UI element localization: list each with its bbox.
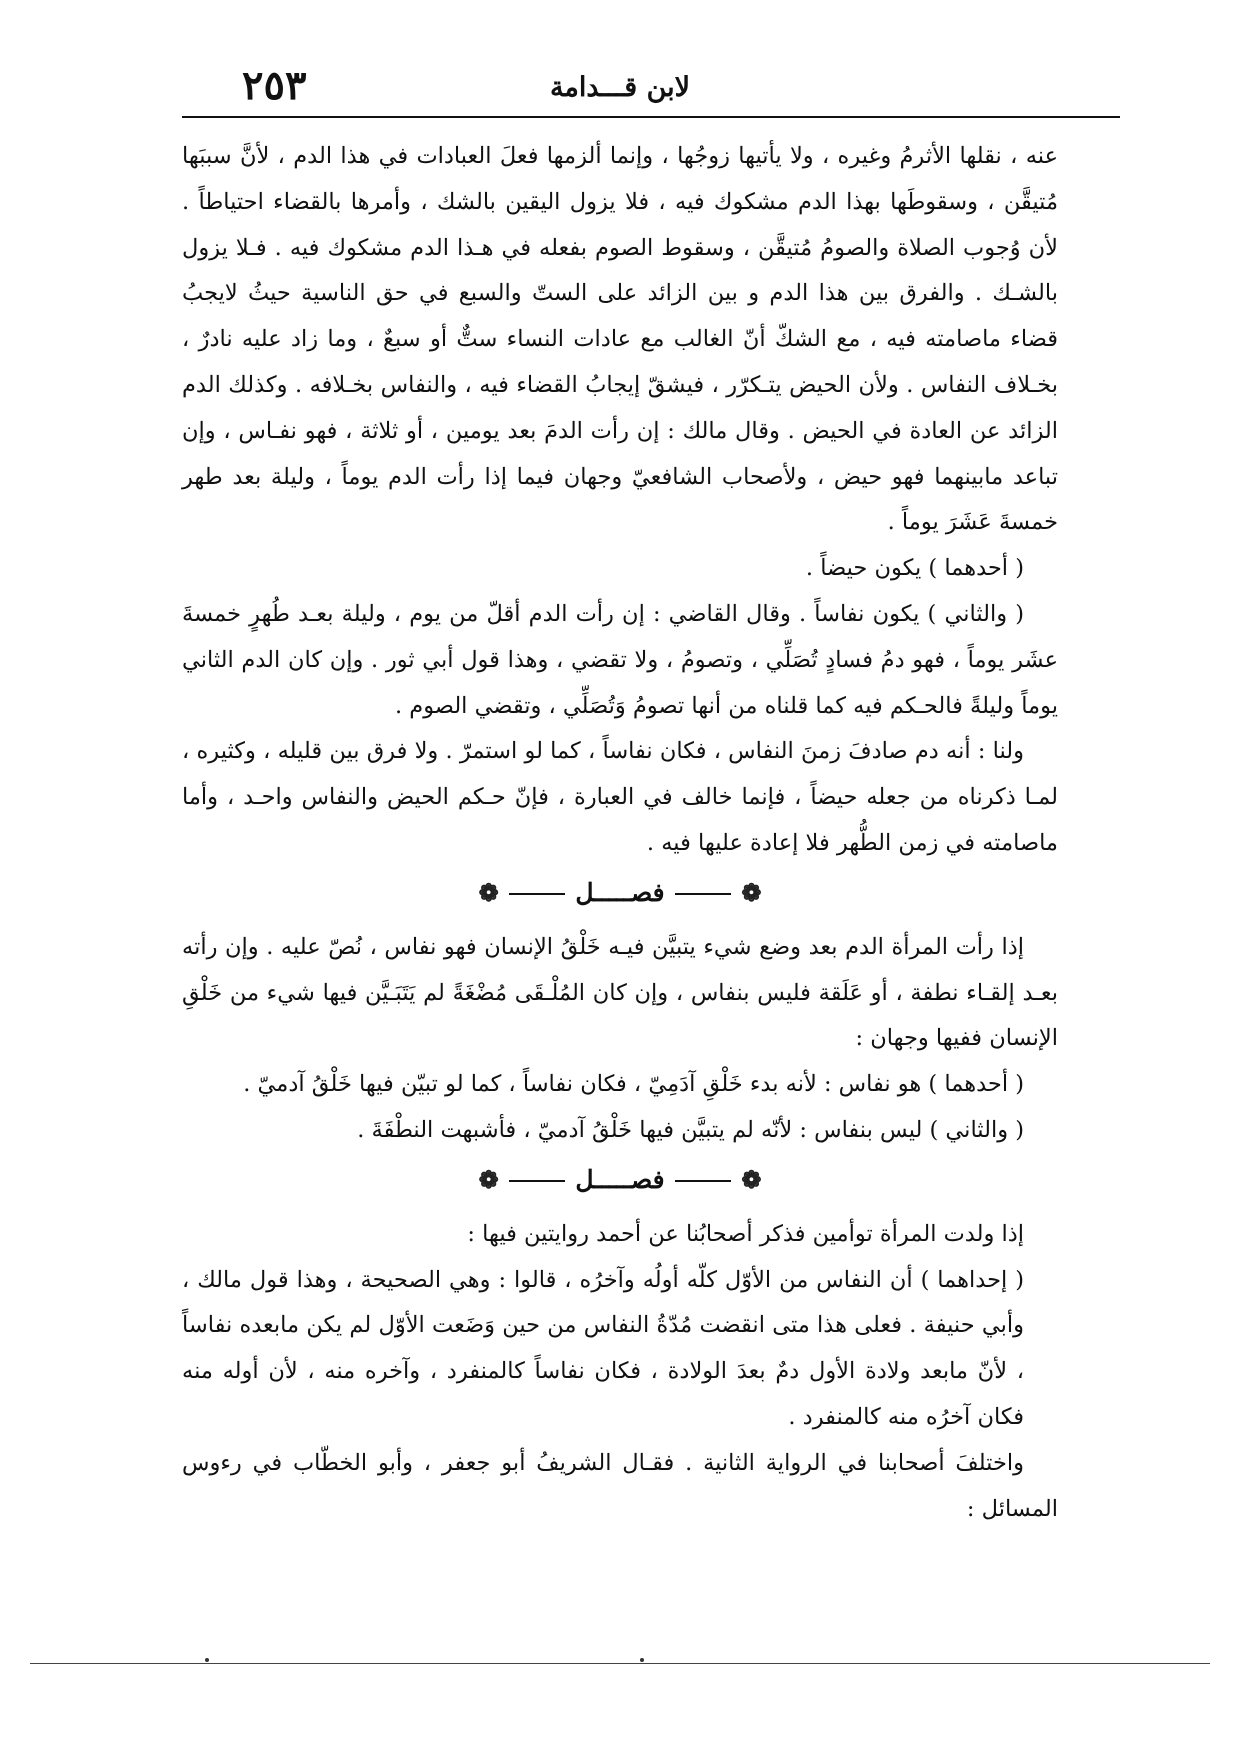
opinion-one: ( أحدهما ) يكون حيضاً . xyxy=(805,555,1024,582)
section-title: فصـــــل xyxy=(575,1164,665,1194)
opinion-two: ( والثاني ) يكون نفاساً . وقال القاضي : إن رأت الدم أقلّ من يوم ، وليلة بعـد طُهرٍ خمسةَ عشَر يوماً ، فهو دمُ فسادٍ تُصَلِّي ، وتصومُ ، ولا تقضي ، وهذا قول أبي ثور . وإن كان الدم الثاني يوماً وليلةً فالحـكم فيه كما قلناه من أنها تصومُ وَتُصَلِّي ، وتقضي الصوم . xyxy=(182,600,1058,719)
paragraph-continuation: عنه ، نقلها الأثرمُ وغيره ، ولا يأتيها زوجُها ، وإنما ألزمها فعلَ العبادات في هذا الدم ، لأنَّ سببَها مُتيقَّن ، وسقوطَها بهذا الدم مشكوك فيه ، فلا يزول اليقين بالشك ، وأمرها بالقضاء احتياطاً . لأن وُجوب الصلاة والصومُ مُتيقَّن ، وسقوط الصوم بفعله في هـذا الدم مشكوك فيه . فـلا يزول بالشـك . والفرق بين هذا الدم و بين الزائد على الستّ والسبع في حق الناسية حيثُ لايجبُ قضاء ماصامته فيه ، مع الشكّ أنّ الغالب مع عادات النساء ستٌّ أو سبعٌ ، وما زاد عليه نادرٌ ، بخـلاف النفاس . ولأن الحيض يتـكرّر ، فيشقّ إيجابُ القضاء فيه ، والنفاس بخـلافه . وكذلك الدم الزائد عن العادة في الحيض . وقال مالك : إن رأت الدمَ بعد يومين ، أو ثلاثة ، فهو نفـاس ، وإن تباعد مابينهما فهو حيض ، ولأصحاب الشافعيّ وجهان فيما إذا رأت الدم يوماً ، وليلة بعد طهر خمسةَ عَشَرَ يوماً . xyxy=(182,143,1058,536)
page-header xyxy=(182,62,1058,116)
running-title: لابن قـــدامة xyxy=(549,72,691,103)
ornament-dash xyxy=(675,1180,731,1182)
header-rule xyxy=(182,116,1120,118)
section-heading-2 xyxy=(182,1156,1058,1204)
section1-item-1: ( أحدهما ) هو نفاس : لأنه بدء خَلْقِ آدَمِيّ ، فكان نفاساً ، كما لو تبيّن فيها خَلْقُ آدميّ . xyxy=(243,1071,1024,1098)
page-number: ٢٥٣ xyxy=(242,62,307,109)
section2-item-1: ( إحداهما ) أن النفاس من الأوّل كلّه أولُه وآخرُه ، قالوا : وهي الصحيحة ، وهذا قول مالك ، وأبي حنيفة . فعلى هذا متى انقضت مُدّةُ النفاس من حين وَضَعت الأوّل لم يكن مابعده نفاساً ، لأنّ مابعد ولادة الأول دمٌ بعدَ الولادة ، فكان نفاساً كالمنفرد ، وآخره منه ، لأن أوله منه فكان آخرُه منه كالمنفرد . xyxy=(182,1266,1024,1430)
ornament-dash xyxy=(509,1180,565,1182)
section2-last-paragraph: واختلفَ أصحابنا في الرواية الثانية . فقـال الشريفُ أبو جعفر ، وأبو الخطّاب في رءوس المسائل : xyxy=(182,1449,1058,1522)
footer-rule xyxy=(30,1663,1210,1664)
ornament-icon: ❁ xyxy=(478,877,499,907)
section2-intro: إذا ولدت المرأة توأمين فذكر أصحابُنا عن أحمد روايتين فيها : xyxy=(467,1220,1024,1247)
footer-mark xyxy=(205,1658,209,1662)
ornament-icon: ❁ xyxy=(478,1164,499,1194)
ornament-icon: ❁ xyxy=(741,1164,762,1194)
page-body xyxy=(182,134,1058,1532)
section-heading-1 xyxy=(182,869,1058,917)
section-title: فصـــــل xyxy=(575,877,665,907)
ornament-icon: ❁ xyxy=(741,877,762,907)
our-view-paragraph: ولنا : أنه دم صادفَ زمنَ النفاس ، فكان نفاساً ، كما لو استمرّ . ولا فرق بين قليله ، وكثيره ، لمـا ذكرناه من جعله حيضاً ، فإنما خالف في العبارة ، فإنّ حـكم الحيض والنفاس واحـد ، وأما ماصامته في زمن الطُّهر فلا إعادة عليها فيه . xyxy=(182,738,1058,856)
section1-intro: إذا رأت المرأة الدم بعد وضع شيء يتبيَّن فيـه خَلْقُ الإنسان فهو نفاس ، نُصّ عليه . وإن رأته بعـد إلقـاء نطفة ، أو عَلَقة فليس بنفاس ، وإن كان المُلْـقَى مُضْغَةً لم يَتَبَـيَّن فيها شيء من خَلْقِ الإنسان ففيها وجهان : xyxy=(182,933,1058,1052)
section1-item-2: ( والثاني ) ليس بنفاس : لأنّه لم يتبيَّن فيها خَلْقُ آدميّ ، فأشبهت النطْفَةَ . xyxy=(357,1116,1024,1143)
ornament-dash xyxy=(509,893,565,895)
footer-mark xyxy=(640,1658,644,1662)
ornament-dash xyxy=(675,893,731,895)
